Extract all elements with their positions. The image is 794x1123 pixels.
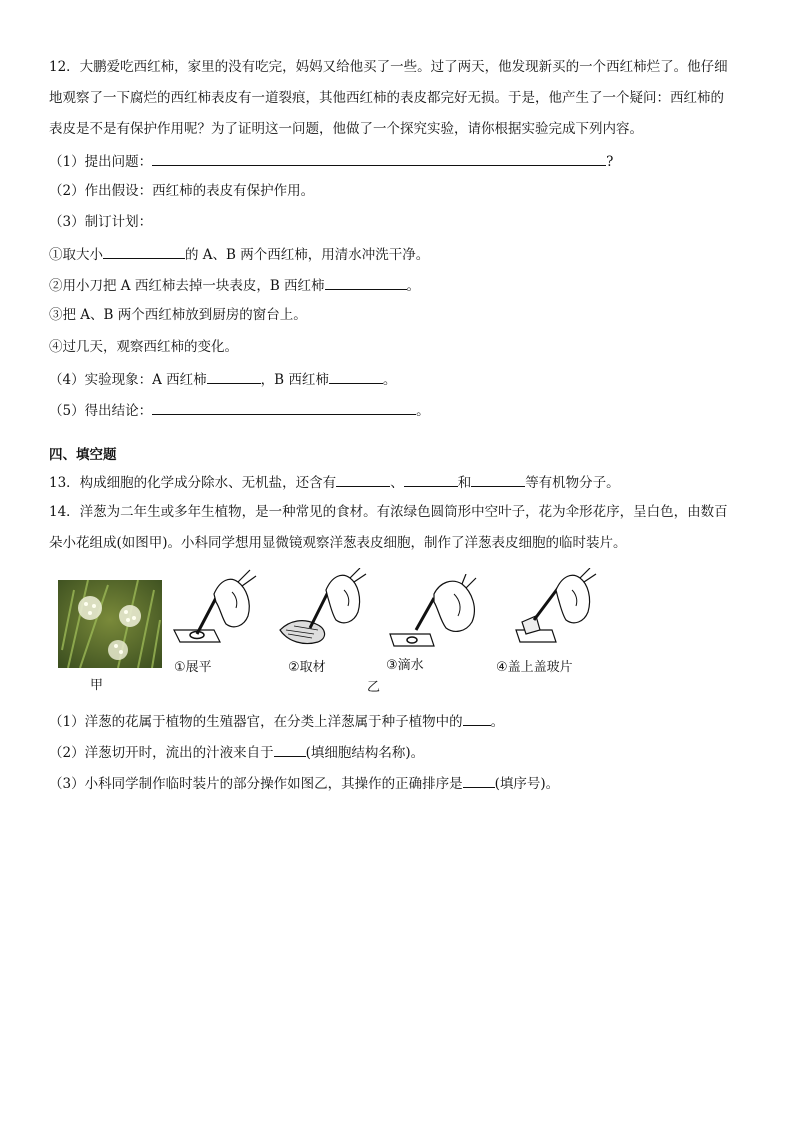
q14-stem-line1: 14．洋葱为二年生或多年生植物，是一种常见的食材。有浓绿色圆筒形中空叶子，花为伞形花序，呈白色，由数百 bbox=[49, 504, 728, 520]
q13-suffix: 等有机物分子。 bbox=[525, 475, 620, 491]
q12-step2-prefix: ②用小刀把 A 西红柿去掉一块表皮，B 西红柿 bbox=[49, 278, 325, 294]
q12-part4-b-blank[interactable] bbox=[329, 369, 383, 384]
q12-step1-blank[interactable] bbox=[103, 244, 185, 259]
q12-part5-end: 。 bbox=[416, 403, 430, 419]
q12-part4 bbox=[49, 369, 396, 389]
q12-part1-answer-blank[interactable] bbox=[152, 151, 606, 166]
q12-part2: （2）作出假设：西红柿的表皮有保护作用。 bbox=[49, 183, 315, 199]
q12-part4-a-label: （4）实验现象：A 西红柿 bbox=[49, 372, 207, 388]
q12-part3: （3）制订计划： bbox=[49, 214, 153, 230]
q12-step4: ④过几天，观察西红柿的变化。 bbox=[49, 339, 238, 355]
q14-part2 bbox=[49, 742, 424, 762]
q12-part1-end: ? bbox=[606, 154, 614, 170]
q13-prefix: 13．构成细胞的化学成分除水、无机盐，还含有 bbox=[49, 475, 337, 491]
q14-stem-line2: 朵小花组成(如图甲)。小科同学想用显微镜观察洋葱表皮细胞，制作了洋葱表皮细胞的临时装片。 bbox=[49, 535, 627, 551]
step-label-3: ③滴水 bbox=[386, 658, 424, 673]
spreading-step-illustration bbox=[168, 568, 268, 648]
q14-part3-text: （3）小科同学制作临时装片的部分操作如图乙，其操作的正确排序是 bbox=[49, 776, 463, 792]
q12-stem-line1: 12．大鹏爱吃西红柿，家里的没有吃完，妈妈又给他买了一些。过了两天，他发现新买的一个西红柿烂了。他仔细 bbox=[49, 59, 728, 75]
step-label-1: ①展平 bbox=[174, 660, 212, 675]
onion-flower-photo bbox=[58, 580, 162, 668]
q12-part4-b-label: ，B 西红柿 bbox=[260, 372, 329, 388]
q12-step2-suffix: 。 bbox=[406, 278, 421, 294]
q13-blank-2[interactable] bbox=[404, 472, 458, 487]
q12-step2 bbox=[49, 275, 420, 295]
q12-part4-a-blank[interactable] bbox=[207, 369, 261, 384]
sampling-step-illustration bbox=[274, 568, 374, 648]
figure-label-jia: 甲 bbox=[90, 678, 104, 693]
q13-blank-3[interactable] bbox=[471, 472, 525, 487]
q14-part1-text: （1）洋葱的花属于植物的生殖器官，在分类上洋葱属于种子植物中的 bbox=[49, 714, 463, 730]
q12-part5-blank[interactable] bbox=[152, 400, 416, 415]
q12-stem-line3: 表皮是不是有保护作用呢？为了证明这一问题，他做了一个探究实验，请你根据实验完成下列内容。 bbox=[49, 121, 643, 137]
q14-figure bbox=[56, 566, 616, 696]
q12-part5 bbox=[49, 400, 430, 420]
q12-part4-end: 。 bbox=[382, 372, 397, 388]
q13 bbox=[49, 472, 620, 492]
q12-part1-label: （1）提出问题： bbox=[49, 154, 153, 170]
q13-and: 和 bbox=[457, 475, 472, 491]
figure-label-yi: 乙 bbox=[367, 680, 381, 695]
q13-blank-1[interactable] bbox=[336, 472, 390, 487]
q12-part1 bbox=[49, 151, 613, 171]
dropping-water-step-illustration bbox=[382, 574, 492, 650]
q14-part3 bbox=[49, 773, 559, 793]
q14-part1-blank[interactable] bbox=[463, 711, 491, 726]
q12-step1 bbox=[49, 244, 429, 264]
cover-slip-step-illustration bbox=[498, 568, 608, 648]
step-label-2: ②取材 bbox=[288, 660, 326, 675]
q14-part3-blank[interactable] bbox=[463, 773, 495, 788]
step-label-4: ④盖上盖玻片 bbox=[496, 660, 573, 675]
q14-part2-blank[interactable] bbox=[274, 742, 306, 757]
q12-part5-label: （5）得出结论： bbox=[49, 403, 153, 419]
q14-part2-text: （2）洋葱切开时，流出的汁液来自于 bbox=[49, 745, 274, 761]
q14-part2-end: (填细胞结构名称)。 bbox=[305, 745, 425, 761]
q12-step2-blank[interactable] bbox=[325, 275, 407, 290]
q12-step1-suffix: 的 A、B 两个西红柿，用清水冲洗干净。 bbox=[185, 247, 430, 263]
q12-stem-line2: 地观察了一下腐烂的西红柿表皮有一道裂痕，其他西红柿的表皮都完好无损。于是，他产生了一个疑问：西红柿的 bbox=[49, 90, 724, 106]
q12-step1-prefix: ①取大小 bbox=[49, 247, 103, 263]
q12-step3: ③把 A、B 两个西红柿放到厨房的窗台上。 bbox=[49, 307, 307, 323]
q13-sep: 、 bbox=[390, 475, 404, 491]
q14-part1-end: 。 bbox=[490, 714, 505, 730]
section-heading: 四、填空题 bbox=[49, 447, 117, 463]
q14-part3-end: (填序号)。 bbox=[494, 776, 560, 792]
q14-part1 bbox=[49, 711, 504, 731]
